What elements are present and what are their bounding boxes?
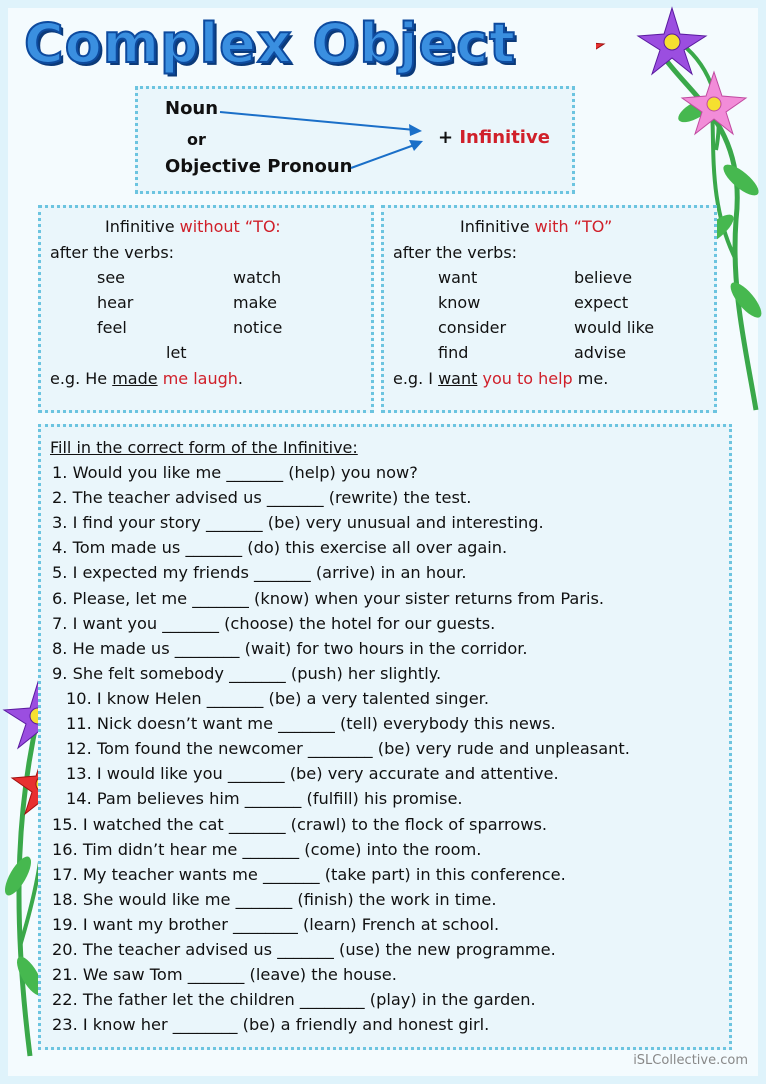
exercise-item: 6. Please, let me _______ (know) when your sister returns from Paris. <box>52 589 605 608</box>
with-to-heading <box>460 217 612 236</box>
exercise-item: 16. Tim didn’t hear me _______ (come) into the room. <box>52 840 482 859</box>
exercise-item: 23. I know her ________ (be) a friendly and honest girl. <box>52 1015 490 1034</box>
verb-item: know <box>438 293 481 312</box>
verb-item: let <box>166 343 187 362</box>
example-end: me. <box>572 369 609 388</box>
verb-item: believe <box>574 268 633 287</box>
exercise-item: 14. Pam believes him _______ (fulfill) his promise. <box>66 789 463 808</box>
exercise-item: 15. I watched the cat _______ (crawl) to the flock of sparrows. <box>52 815 548 834</box>
heading-prefix: Infinitive <box>105 217 180 236</box>
heading-red: without “TO: <box>179 217 281 236</box>
exercise-item: 17. My teacher wants me _______ (take part) in this conference. <box>52 865 566 884</box>
formula-or: or <box>187 130 206 149</box>
example-object: you to help <box>482 369 573 388</box>
exercise-item: 5. I expected my friends _______ (arrive) in an hour. <box>52 563 467 582</box>
example-end: . <box>237 369 243 388</box>
verb-item: find <box>438 343 469 362</box>
heading-red: with “TO” <box>534 217 613 236</box>
exercise-item: 2. The teacher advised us _______ (rewrite) the test. <box>52 488 472 507</box>
verb-item: make <box>233 293 277 312</box>
verb-item: see <box>97 268 126 287</box>
watermark: iSLCollective.com <box>633 1053 748 1068</box>
page-title: Complex Object <box>24 12 516 75</box>
verb-item: want <box>438 268 478 287</box>
exercise-item: 12. Tom found the newcomer ________ (be) very rude and unpleasant. <box>66 739 630 758</box>
exercise-item: 10. I know Helen _______ (be) a very talented singer. <box>66 689 489 708</box>
exercise-instruction: Fill in the correct form of the Infinitive: <box>50 438 358 457</box>
exercise-item: 22. The father let the children ________ (play) in the garden. <box>52 990 536 1009</box>
exercise-item: 13. I would like you _______ (be) very accurate and attentive. <box>66 764 559 783</box>
verb-item: watch <box>233 268 282 287</box>
verb-item: consider <box>438 318 507 337</box>
exercise-item: 20. The teacher advised us _______ (use) the new programme. <box>52 940 556 959</box>
formula-pronoun: Objective Pronoun <box>165 156 353 177</box>
exercise-item: 21. We saw Tom _______ (leave) the house. <box>52 965 397 984</box>
example-prefix: e.g. I <box>393 369 439 388</box>
with-to-example <box>393 369 608 388</box>
exercise-item: 9. She felt somebody _______ (push) her slightly. <box>52 664 442 683</box>
exercise-item: 8. He made us ________ (wait) for two hours in the corridor. <box>52 639 528 658</box>
arrow-icon <box>215 96 435 176</box>
exercise-item: 3. I find your story _______ (be) very unusual and interesting. <box>52 513 544 532</box>
formula-infinitive-label: Infinitive <box>459 127 550 148</box>
with-to-after-label: after the verbs: <box>393 243 518 262</box>
formula-noun: Noun <box>165 98 219 119</box>
exercise-item: 1. Would you like me _______ (help) you now? <box>52 463 418 482</box>
heading-prefix: Infinitive <box>460 217 535 236</box>
exercise-item: 7. I want you _______ (choose) the hotel for our guests. <box>52 614 496 633</box>
exercise-item: 4. Tom made us _______ (do) this exercise all over again. <box>52 538 508 557</box>
exercise-item: 18. She would like me _______ (finish) the work in time. <box>52 890 497 909</box>
verb-item: feel <box>97 318 127 337</box>
without-to-heading <box>105 217 281 236</box>
example-verb: want <box>438 369 478 388</box>
verb-item: expect <box>574 293 629 312</box>
example-prefix: e.g. He <box>50 369 113 388</box>
exercise-item: 11. Nick doesn’t want me _______ (tell) everybody this news. <box>66 714 556 733</box>
exercise-item: 19. I want my brother ________ (learn) French at school. <box>52 915 500 934</box>
without-to-after-label: after the verbs: <box>50 243 175 262</box>
verb-item: advise <box>574 343 627 362</box>
formula-infinitive <box>438 127 550 148</box>
verb-item: notice <box>233 318 283 337</box>
verb-item: would like <box>574 318 655 337</box>
verb-item: hear <box>97 293 134 312</box>
formula-plus: + <box>438 127 460 148</box>
example-verb: made <box>112 369 158 388</box>
example-object: me laugh <box>162 369 238 388</box>
without-to-example <box>50 369 243 388</box>
